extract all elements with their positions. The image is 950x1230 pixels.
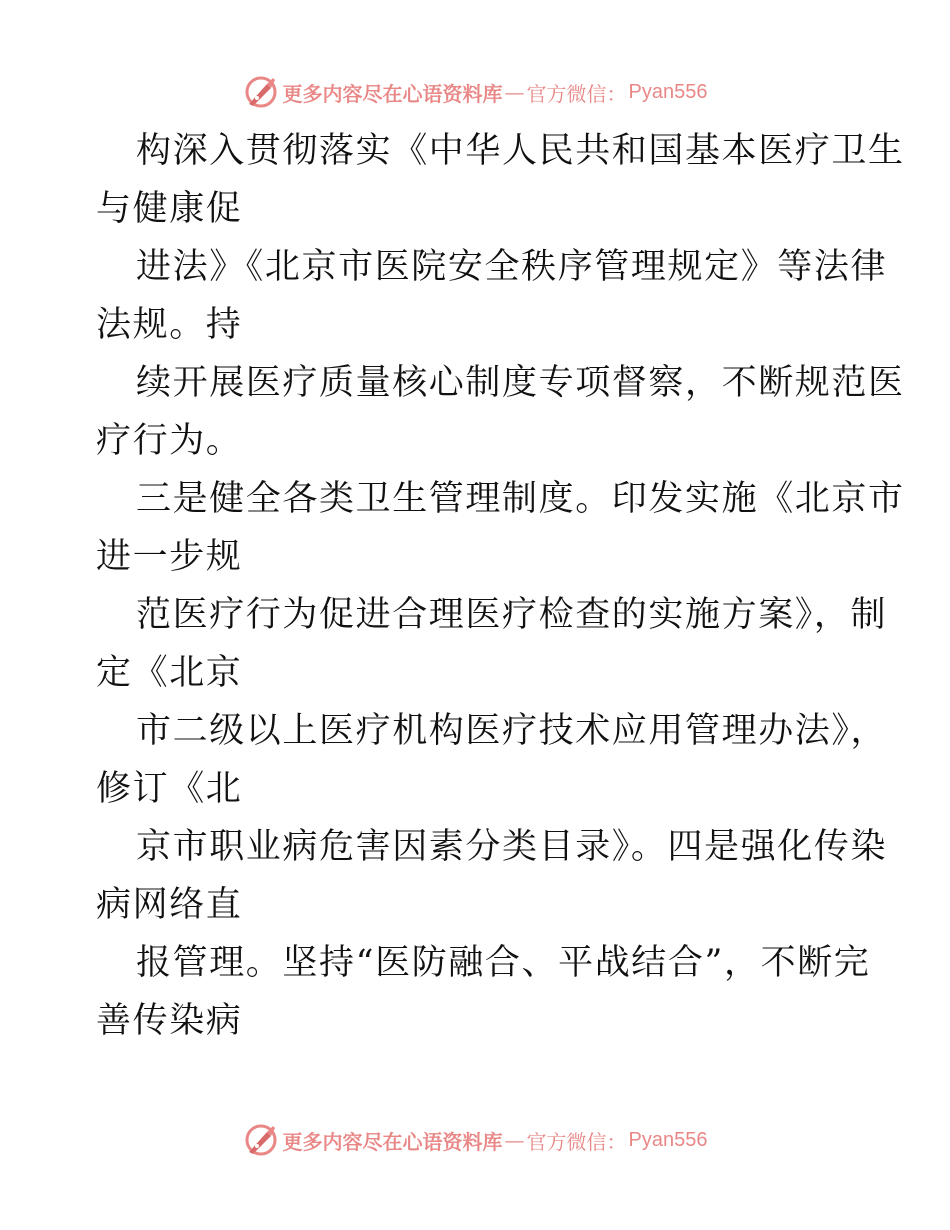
text-line: 市二级以上医疗机构医疗技术应用管理办法》， [136,711,888,751]
text-line: 进法》《北京市医院安全秩序管理规定》等法律 [136,247,888,287]
text-line: 三是健全各类卫生管理制度。印发实施《北京市 [136,479,905,519]
document-body [96,122,905,1050]
text-line: 疗行为。 [96,421,243,461]
footer-watermark [0,1120,950,1160]
watermark-wechat-id: Pyan556 [628,80,708,103]
text-line: 构深入贯彻落实《中华人民共和国基本医疗卫生 [136,131,905,171]
watermark-wechat-label: 官方微信： [526,1129,627,1154]
text-line: 续开展医疗质量核心制度专项督察，不断规范医 [136,363,905,403]
text-line: 与健康促 [96,189,243,229]
pen-logo-icon [243,1122,279,1158]
watermark-brand-text: 更多内容尽在心语资料库 [282,81,503,106]
text-line: 进一步规 [96,537,243,577]
watermark-dash: — [504,80,525,104]
text-line: 定《北京 [96,653,243,693]
watermark-wechat-label: 官方微信： [526,81,627,106]
text-line: 病网络直 [96,885,243,925]
text-line: 修订《北 [96,769,243,809]
watermark-brand-text: 更多内容尽在心语资料库 [282,1129,503,1154]
header-watermark [0,72,950,112]
pen-logo-icon [243,74,279,110]
text-line: 报管理。坚持“医防融合、平战结合”，不断完 [136,943,871,983]
text-line: 善传染病 [96,1001,243,1041]
text-line: 法规。持 [96,305,243,345]
watermark-wechat-id: Pyan556 [628,1128,708,1151]
watermark-dash: — [504,1128,525,1152]
text-line: 京市职业病危害因素分类目录》。四是强化传染 [136,827,888,867]
text-line: 范医疗行为促进合理医疗检查的实施方案》，制 [136,595,888,635]
